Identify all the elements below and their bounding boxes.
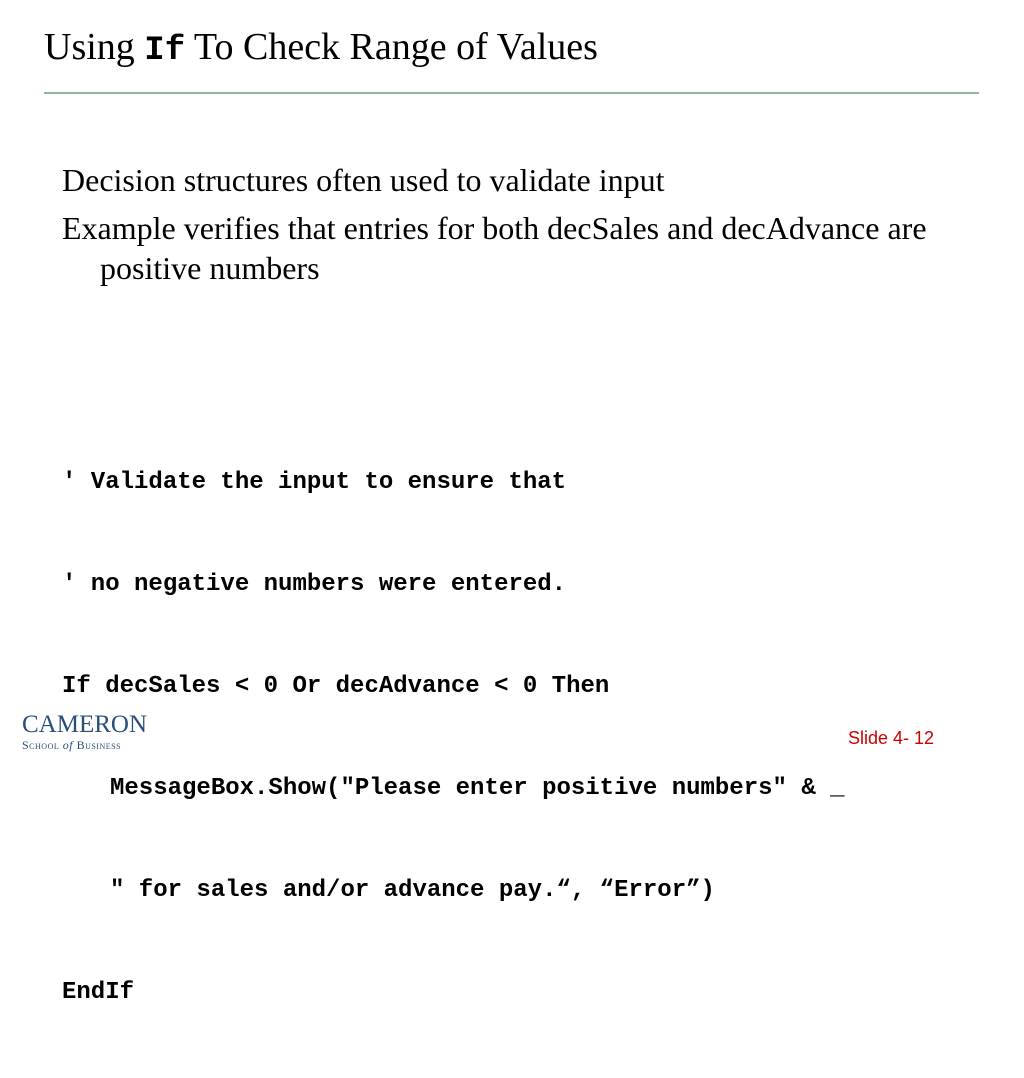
bullet-item: Decision structures often used to validate input xyxy=(62,162,665,198)
title-code-keyword: If xyxy=(144,32,186,70)
bullet-item: Example verifies that entries for both decSales and decAdvance are positive numbers xyxy=(62,210,927,286)
code-line: EndIf xyxy=(62,979,135,1006)
bullet-list xyxy=(62,160,962,296)
title-divider xyxy=(44,92,979,94)
code-line: If decSales < 0 Or decAdvance < 0 Then xyxy=(62,673,610,700)
code-line: MessageBox.Show("Please enter positive numbers" & _ xyxy=(110,775,845,802)
title-suffix: To Check Range of Values xyxy=(185,26,598,68)
slide-number: Slide 4- 12 xyxy=(848,728,935,748)
code-line: ' no negative numbers were entered. xyxy=(62,571,567,598)
slide-title xyxy=(44,24,598,74)
logo-subtitle xyxy=(22,738,147,752)
logo-wordmark: CAMERON xyxy=(22,711,148,738)
code-line: " for sales and/or advance pay.“, “Error”) xyxy=(110,877,715,904)
logo-sub-of: of xyxy=(62,738,74,752)
logo-sub-business: Business xyxy=(73,738,122,752)
title-prefix: Using xyxy=(44,26,145,68)
code-line: ' Validate the input to ensure that xyxy=(62,469,567,496)
logo-sub-school: School xyxy=(22,738,63,752)
code-block xyxy=(62,398,845,1078)
cameron-school-logo xyxy=(22,712,147,752)
